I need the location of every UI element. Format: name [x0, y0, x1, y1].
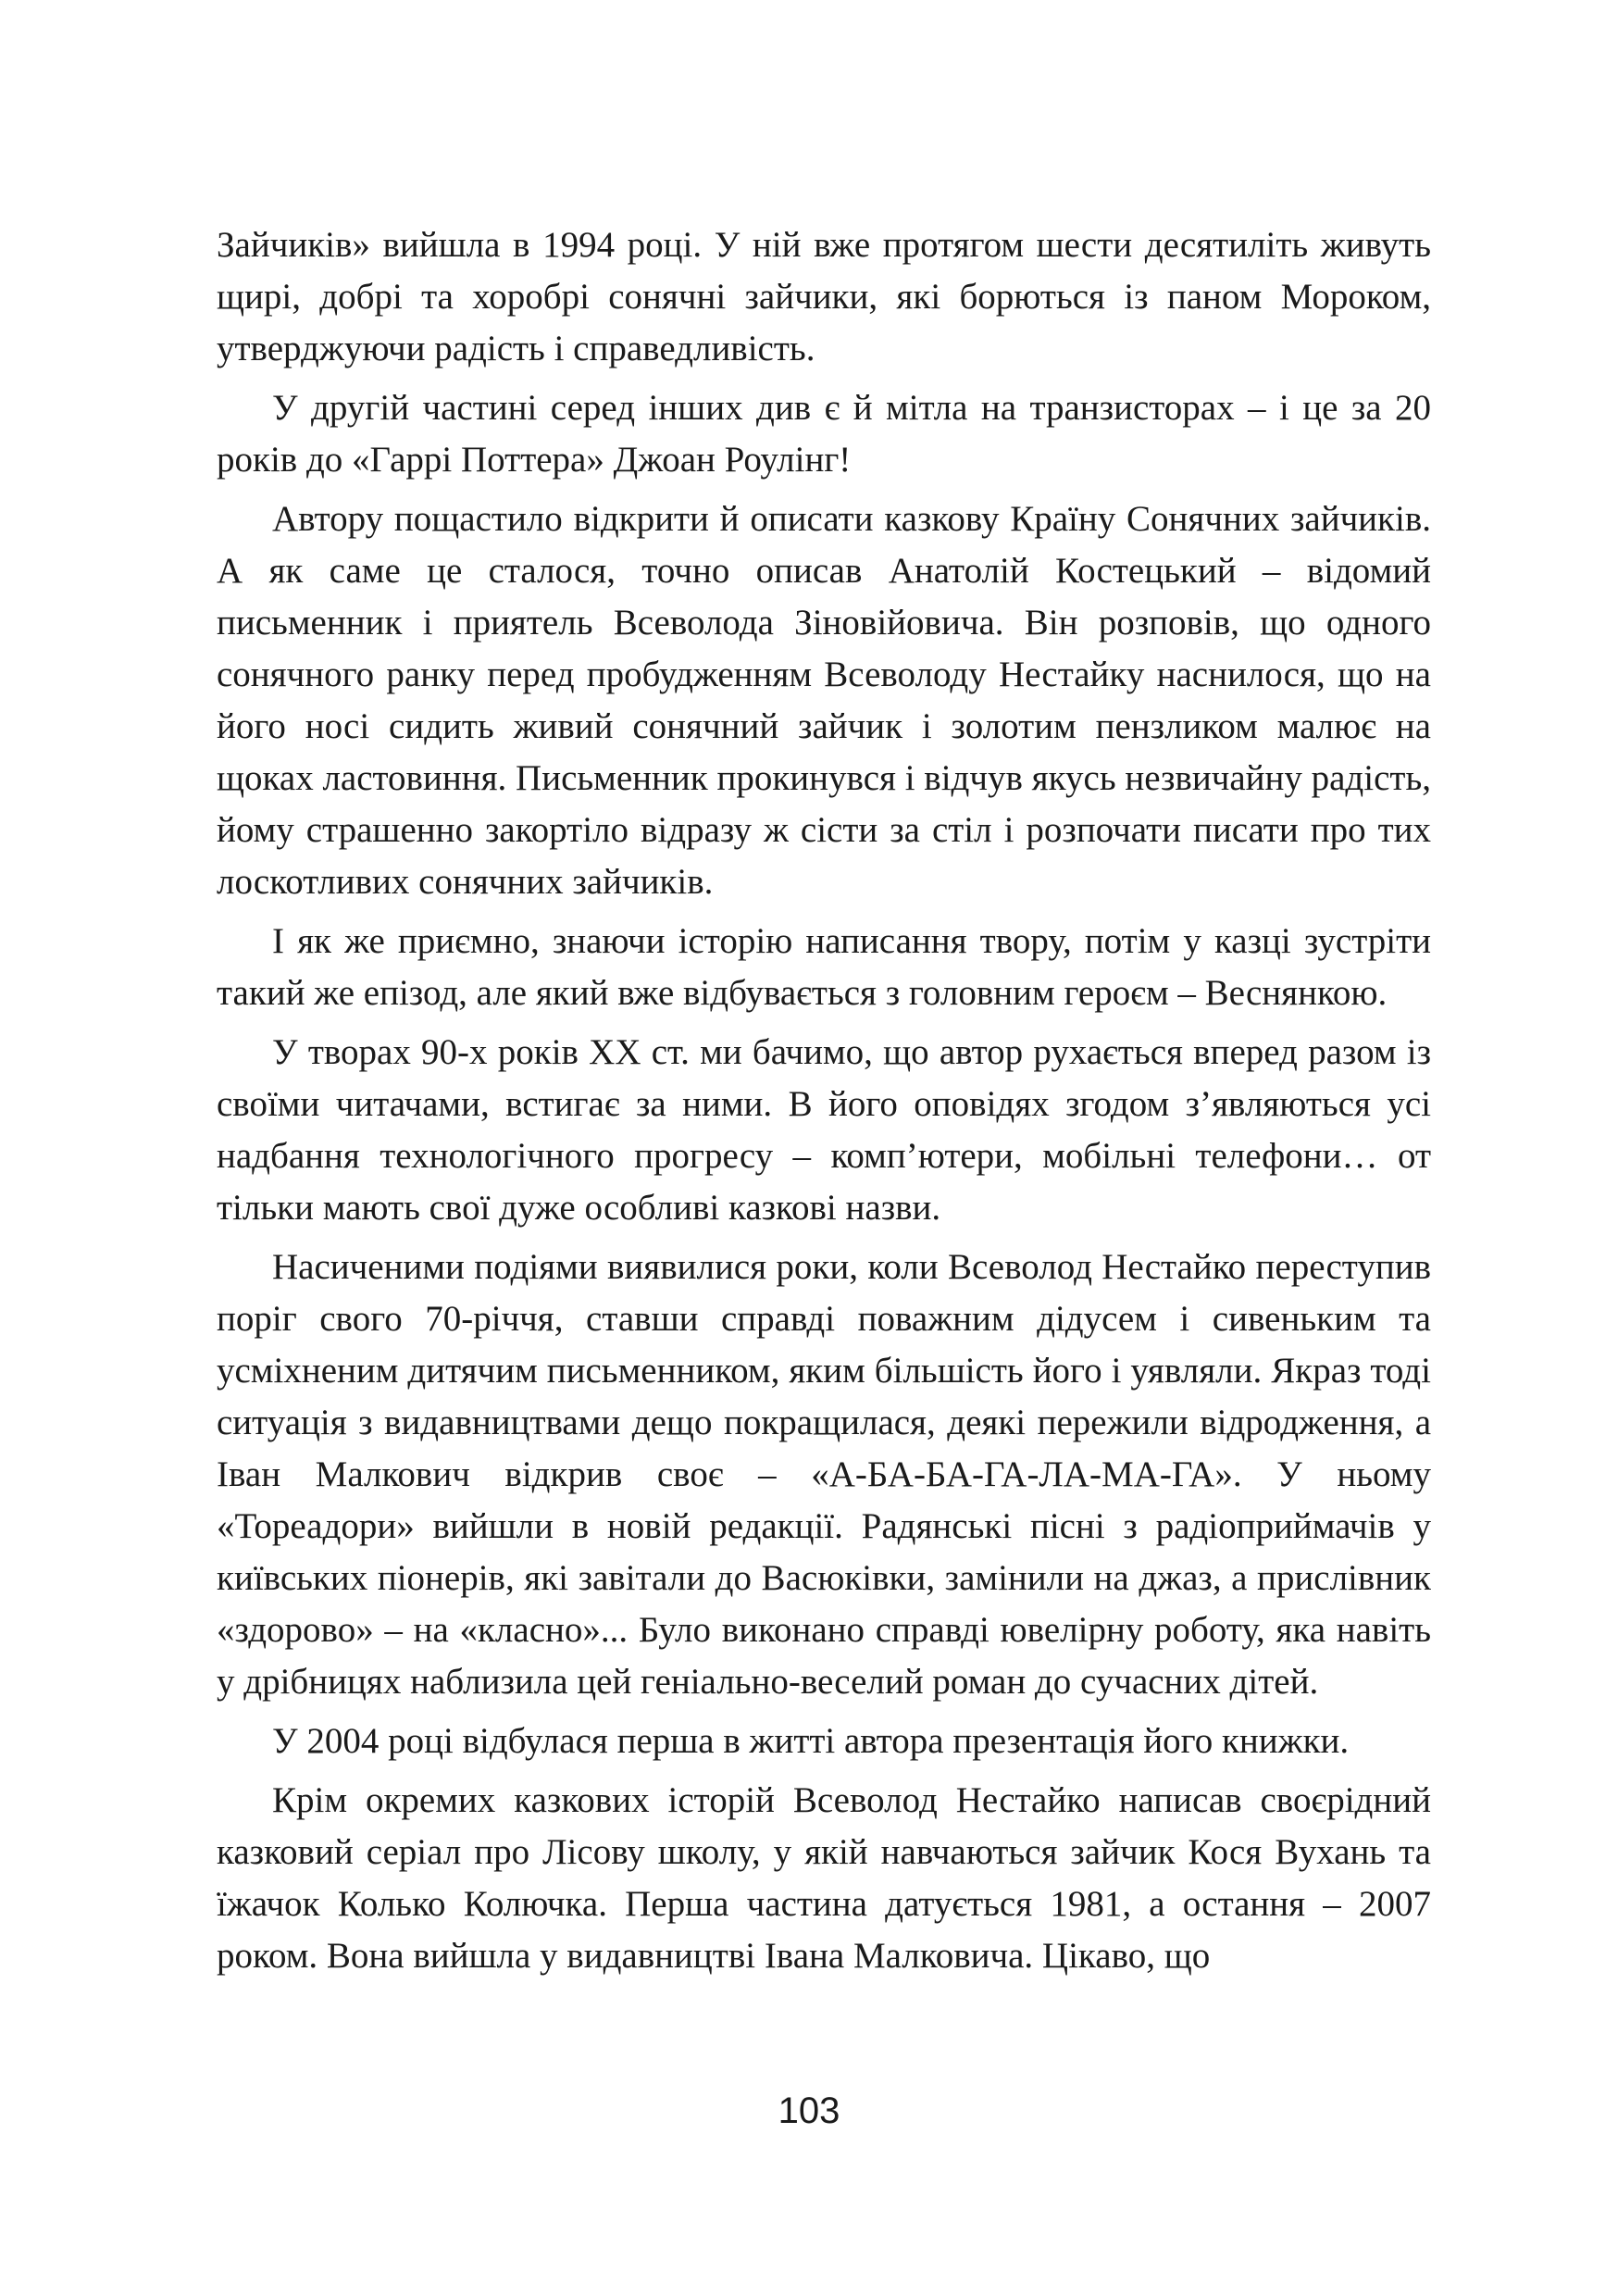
paragraph: Крім окремих казкових історій Всеволод Нестайко написав своєрідний казковий серіал про Лісову школу, у якій навчаються зайчик Кося Вухань та їжачок Колько Колючка. Перша частина датується 1981, а остання – 2007 роком. Вона вийшла у видавництві Івана Малковича. Цікаво, що [217, 1780, 1431, 1976]
page-number: 103 [778, 2090, 840, 2131]
paragraph: Зайчиків» вийшла в 1994 році. У ній вже протягом шести десятиліть живуть щирі, добрі та хоробрі сонячні зайчики, які борються із паном Мороком, утверджуючи радість і справедливість. [217, 225, 1431, 368]
body-text [217, 219, 1431, 1990]
paragraph: У 2004 році відбулася перша в житті автора презентація його книжки. [272, 1721, 1350, 1761]
paragraph: У творах 90-х років ХХ ст. ми бачимо, що автор рухається вперед разом із своїми читачами, встигає за ними. В його оповідях згодом з’являються усі надбання технологічного прогресу – комп’ютери, мобільні телефони… от тільки мають свої дуже особливі казкові назви. [217, 1032, 1431, 1228]
paragraph: Автору пощастило відкрити й описати казкову Країну Сонячних зайчиків. А як саме це сталося, точно описав Анатолій Костецький – відомий письменник і приятель Всеволода Зіновійовича. Він розповів, що одного сонячного ранку перед пробудженням Всеволоду Нестайку наснилося, що на його носі сидить живий сонячний зайчик і золотим пензликом малює на щоках ластовиння. Письменник прокинувся і відчув якусь незвичайну радість, йому страшенно закортіло відразу ж сісти за стіл і розпочати писати про тих лоскотливих сонячних зайчиків. [217, 499, 1431, 902]
paragraph: У другій частині серед інших див є й мітла на транзисторах – і це за 20 років до «Гаррі Поттера» Джоан Роулінг! [217, 388, 1431, 480]
paragraph: Насиченими подіями виявилися роки, коли Всеволод Нестайко переступив поріг свого 70-річчя, ставши справді поважним дідусем і сивеньким та усміхненим дитячим письменником, яким більшість його і уявляли. Якраз тоді ситуація з видавництвами дещо покращилася, деякі пережили відродження, а Іван Малкович відкрив своє – «А-БА-БА-ГА-ЛА-МА-ГА». У ньому «Тореадори» вийшли в новій редакції. Радянські пісні з радіоприймачів у київських піонерів, які завітали до Васюківки, замінили на джаз, а прислівник «здорово» – на «класно»... Було виконано справді ювелірну роботу, яка навіть у дрібницях наблизила цей геніально-веселий роман до сучасних дітей. [217, 1247, 1431, 1702]
paragraph: І як же приємно, знаючи історію написання твору, потім у казці зустріти такий же епізод, але який вже відбувається з головним героєм – Веснянкою. [217, 921, 1431, 1013]
